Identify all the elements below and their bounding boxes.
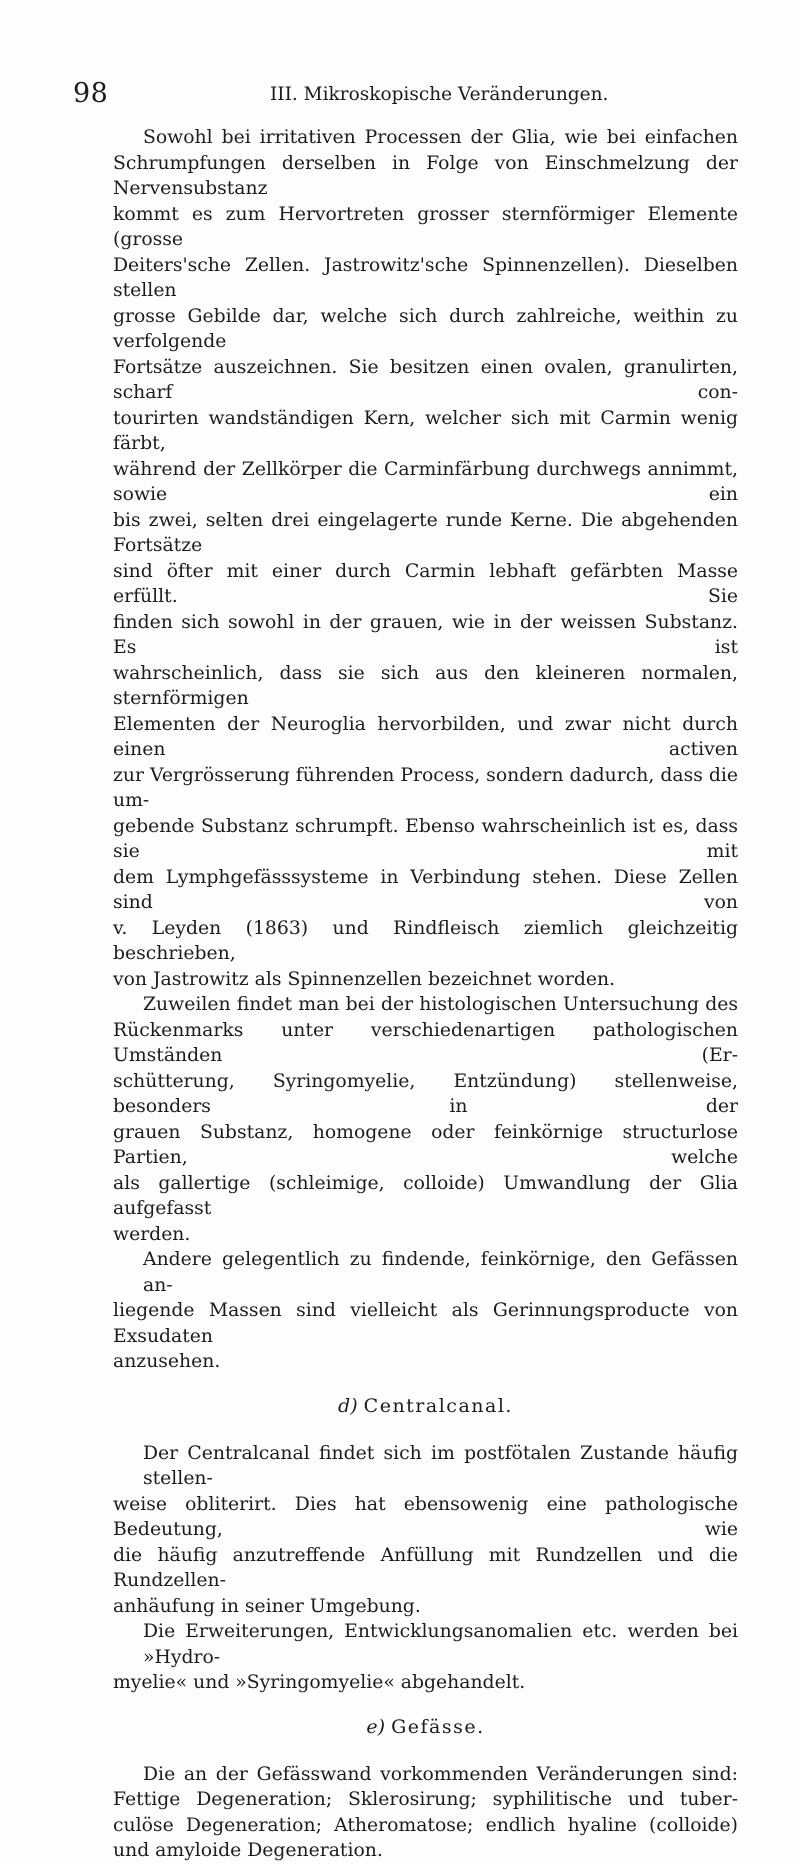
section-heading-gefaesse [113, 1716, 738, 1738]
text-line: anzusehen. [113, 1351, 221, 1372]
text-line: finden sich sowohl in der grauen, wie in der weissen Substanz. Es ist [113, 611, 738, 658]
paragraph-coagulation-products [113, 1247, 738, 1375]
text-line: Zuweilen findet man bei der histologischen Untersuchung des [143, 994, 738, 1015]
text-line: Sowohl bei irritativen Processen der Glia, wie bei einfachen [143, 127, 738, 148]
text-line: gebende Substanz schrumpft. Ebenso wahrscheinlich ist es, dass sie mit [113, 815, 738, 862]
text-line: tourirten wandständigen Kern, welcher sich mit Carmin wenig färbt, [113, 407, 738, 454]
page-body [113, 125, 738, 1864]
paragraph-erweiterungen [113, 1619, 738, 1696]
paragraph-gefaesse [113, 1762, 738, 1864]
section-letter: e) [366, 1715, 386, 1738]
section-title: Gefässe. [391, 1715, 485, 1738]
text-line: Fettige Degeneration; Sklerosirung; syphilitische und tuber- [113, 1789, 738, 1810]
text-line: culöse Degeneration; Atheromatose; endlich hyaline (colloide) [113, 1814, 738, 1836]
text-line: bis zwei, selten drei eingelagerte runde Kerne. Die abgehenden Fortsätze [113, 509, 738, 556]
text-line: Rückenmarks unter verschiedenartigen pathologischen Umständen (Er- [113, 1019, 738, 1066]
section-heading-centralcanal [113, 1395, 738, 1417]
text-line: werden. [113, 1223, 191, 1245]
text-line: Elementen der Neuroglia hervorbilden, und zwar nicht durch einen activen [113, 713, 738, 760]
text-line: Deiters'sche Zellen. Jastrowitz'sche Spinnenzellen). Dieselben stellen [113, 254, 738, 301]
text-line: kommt es zum Hervortreten grosser sternförmiger Elemente (grosse [113, 203, 738, 250]
text-line: Fortsätze auszeichnen. Sie besitzen einen ovalen, granulirten, scharf con- [113, 356, 738, 403]
text-line: grosse Gebilde dar, welche sich durch zahlreiche, weithin zu verfolgende [113, 305, 738, 352]
text-line: Andere gelegentlich zu findende, feinkörnige, den Gefässen an- [143, 1249, 738, 1296]
text-line: myelie« und »Syringomyelie« abgehandelt. [113, 1672, 526, 1693]
text-line: Schrumpfungen derselben in Folge von Einschmelzung der Nervensubstanz [113, 152, 738, 199]
text-line: und amyloide Degeneration. [113, 1840, 383, 1861]
text-line: grauen Substanz, homogene oder feinkörnige structurlose Partien, welche [113, 1121, 738, 1168]
running-title: III. Mikroskopische Veränderungen. [270, 84, 609, 105]
text-line: schütterung, Syringomyelie, Entzündung) stellenweise, besonders in der [113, 1070, 738, 1117]
section-title: Centralcanal. [363, 1394, 513, 1417]
paragraph-centralcanal [113, 1441, 738, 1620]
text-line: zur Vergrösserung führenden Process, sondern dadurch, dass die um- [113, 764, 738, 811]
paragraph-gelatinous-change [113, 992, 738, 1247]
text-line: anhäufung in seiner Umgebung. [113, 1595, 421, 1617]
text-line: Die Erweiterungen, Entwicklungsanomalien etc. werden bei »Hydro- [143, 1621, 738, 1668]
text-line: weise obliterirt. Dies hat ebensowenig eine pathologische Bedeutung, wie [113, 1493, 738, 1540]
text-line: Der Centralcanal findet sich im postfötalen Zustande häufig stellen- [143, 1442, 738, 1489]
page-header [0, 78, 800, 118]
text-line: wahrscheinlich, dass sie sich aus den kleineren normalen, sternförmigen [113, 662, 738, 709]
section-letter: d) [338, 1394, 358, 1417]
text-line: liegende Massen sind vielleicht als Gerinnungsproducte von Exsudaten [113, 1300, 738, 1347]
text-line: von Jastrowitz als Spinnenzellen bezeichnet worden. [113, 968, 616, 990]
text-line: die häufig anzutreffende Anfüllung mit Rundzellen und die Rundzellen- [113, 1544, 738, 1591]
paragraph-stellate-cells [113, 125, 738, 992]
text-line: sind öfter mit einer durch Carmin lebhaft gefärbten Masse erfüllt. Sie [113, 560, 738, 607]
text-line: v. Leyden (1863) und Rindfleisch ziemlich gleichzeitig beschrieben, [113, 917, 738, 964]
page-number: 98 [73, 78, 109, 109]
text-line: während der Zellkörper die Carminfärbung durchwegs annimmt, sowie ein [113, 458, 738, 505]
text-line: Die an der Gefässwand vorkommenden Veränderungen sind: [143, 1763, 738, 1785]
text-line: dem Lymphgefässsysteme in Verbindung stehen. Diese Zellen sind von [113, 866, 738, 913]
text-line: als gallertige (schleimige, colloide) Umwandlung der Glia aufgefasst [113, 1172, 738, 1219]
